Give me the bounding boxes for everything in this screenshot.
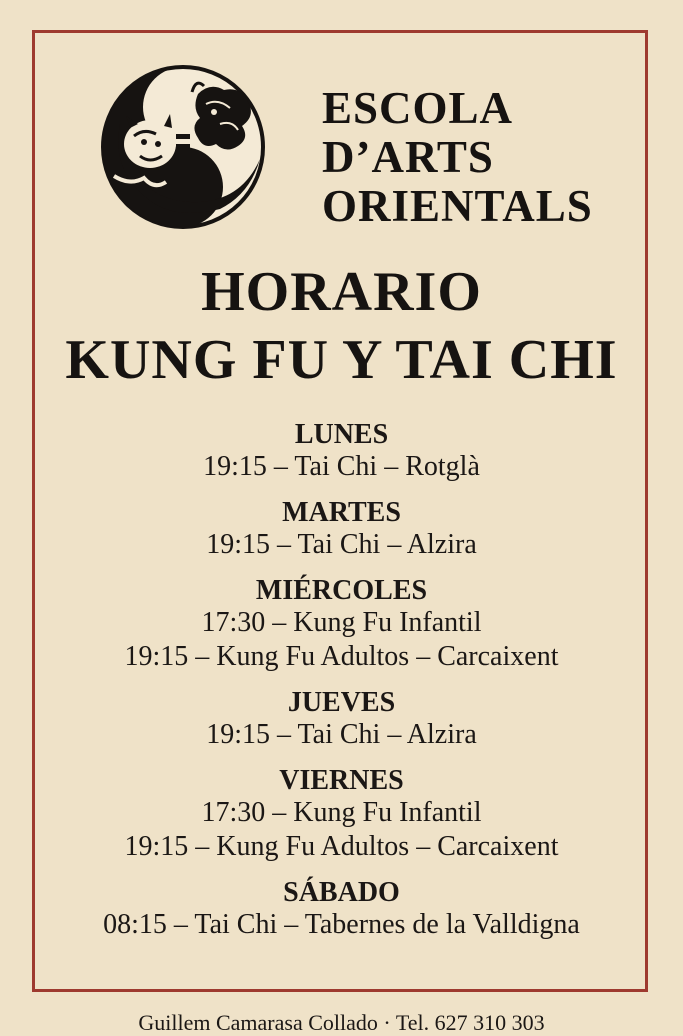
school-name-line-3: ORIENTALS [322,181,593,231]
day-label: JUEVES [287,687,396,718]
contact-footer: Guillem Camarasa Collado · Tel. 627 310 303 [138,1010,545,1035]
schedule [0,420,683,956]
schedule-day-block [0,420,683,484]
tiger-dragon-yin-yang-icon [100,64,266,230]
schedule-day-block [0,576,683,674]
schedule-day-block [0,766,683,864]
class-entry: 08:15 – Tai Chi – Tabernes de la Valldigna [103,909,580,940]
school-name [322,84,593,231]
class-entry: 17:30 – Kung Fu Infantil [201,607,482,638]
class-entry: 17:30 – Kung Fu Infantil [201,797,482,828]
class-entry: 19:15 – Kung Fu Adultos – Carcaixent [124,641,559,672]
day-label: MIÉRCOLES [255,575,428,606]
class-entry: 19:15 – Tai Chi – Rotglà [203,451,480,482]
title-line-1: HORARIO [201,261,482,323]
class-entry: 19:15 – Tai Chi – Alzira [206,529,477,560]
class-entry: 19:15 – Kung Fu Adultos – Carcaixent [124,831,559,862]
day-label: MARTES [282,497,401,528]
schedule-day-block [0,878,683,942]
school-name-line-2: D’ARTS [322,132,494,182]
schedule-day-block [0,498,683,562]
title-line-2: KUNG FU Y TAI CHI [65,329,618,391]
day-label: VIERNES [279,765,404,796]
day-label: LUNES [294,419,389,450]
school-name-line-1: ESCOLA [322,83,514,133]
class-entry: 19:15 – Tai Chi – Alzira [206,719,477,750]
schedule-day-block [0,688,683,752]
day-label: SÁBADO [283,877,400,908]
